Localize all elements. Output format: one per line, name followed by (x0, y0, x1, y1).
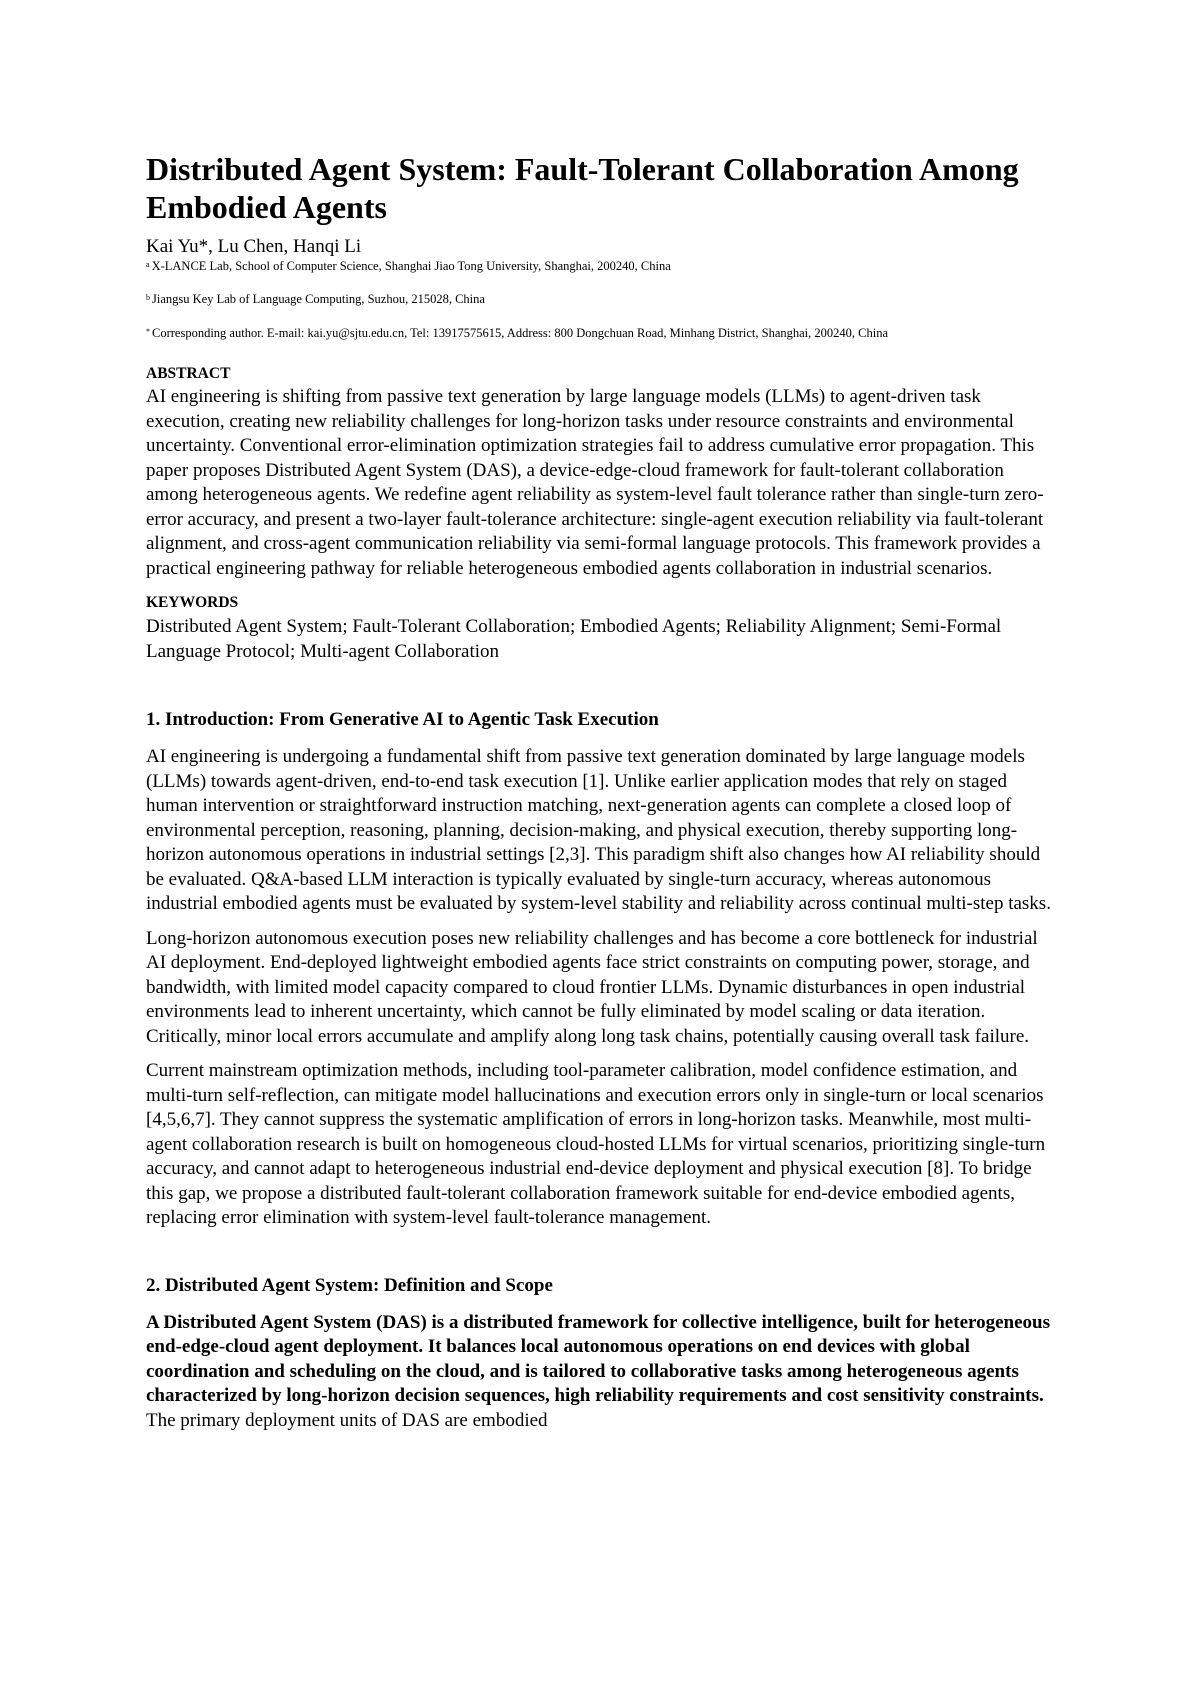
body-paragraph (146, 1311, 1056, 1434)
body-paragraph: Current mainstream optimization methods, including tool-parameter calibration, model confidence estimation, and multi-turn self-reflection, can mitigate model hallucinations and execution errors only in single-turn or local scenarios [4,5,6,7]. They cannot suppress the systematic amplification of errors in long-horizon tasks. Meanwhile, most multi-agent collaboration research is built on homogeneous cloud-hosted LLMs for virtual scenarios, prioritizing single-turn accuracy, and cannot adapt to heterogeneous industrial end-device deployment and physical execution [8]. To bridge this gap, we propose a distributed fault-tolerant collaboration framework suitable for end-device embodied agents, replacing error elimination with system-level fault-tolerance management. (146, 1060, 1046, 1228)
affiliation-b (146, 291, 1056, 307)
affiliation-mark: a (146, 260, 150, 269)
abstract-text: AI engineering is shifting from passive text generation by large language models (LLMs) to agent-driven task execution, creating new reliability challenges for long-horizon tasks under resource constraints and environmental uncertainty. Conventional error-elimination optimization strategies fail to address cumulative error propagation. This paper proposes Distributed Agent System (DAS), a device-edge-cloud framework for fault-tolerant collaboration among heterogeneous agents. We redefine agent reliability as system-level fault tolerance rather than single-turn zero-error accuracy, and present a two-layer fault-tolerance architecture: single-agent execution reliability via fault-tolerant alignment, and cross-agent communication reliability via semi-formal language protocols. This framework provides a practical engineering pathway for reliable heterogeneous embodied agents collaboration in industrial scenarios. (146, 386, 1044, 579)
definition-bold-text: A Distributed Agent System (DAS) is a distributed framework for collective intelligence, built for heterogeneous end-edge-cloud agent deployment. It balances local autonomous operations on end devices with global coordination and scheduling on the cloud, and is tailored to collaborative tasks among heterogeneous agents characterized by long-horizon decision sequences, high reliability requirements and cost sensitivity constraints. (146, 1311, 1050, 1406)
affiliation-text: X-LANCE Lab, School of Computer Science, Shanghai Jiao Tong University, Shanghai, 200240, China (151, 259, 671, 273)
definition-text: The primary deployment units of DAS are embodied (146, 1409, 548, 1431)
section-heading-definition: 2. Distributed Agent System: Definition and Scope (146, 1274, 553, 1296)
corresponding-author (146, 325, 1056, 341)
body-paragraph: AI engineering is undergoing a fundamental shift from passive text generation dominated by large language models (LLMs) towards agent-driven, end-to-end task execution [1]. Unlike earlier application modes that rely on staged human intervention or straightforward instruction matching, next-generation agents can complete a closed loop of environmental perception, reasoning, planning, decision-making, and physical execution, thereby supporting long-horizon autonomous operations in industrial settings [2,3]. This paradigm shift also changes how AI reliability should be evaluated. Q&A-based LLM interaction is typically evaluated by single-turn accuracy, whereas autonomous industrial embodied agents must be evaluated by system-level stability and reliability across continual multi-step tasks. (146, 746, 1051, 914)
author-list: Kai Yu*, Lu Chen, Hanqi Li (146, 236, 362, 257)
body-paragraph: Long-horizon autonomous execution poses new reliability challenges and has become a core bottleneck for industrial AI deployment. End-deployed lightweight embodied agents face strict constraints on computing power, storage, and bandwidth, with limited model capacity compared to cloud frontier LLMs. Dynamic disturbances in open industrial environments lead to inherent uncertainty, which cannot be fully eliminated by model scaling or data iteration. Critically, minor local errors accumulate and amplify along long task chains, potentially causing overall task failure. (146, 927, 1038, 1047)
affiliation-mark: * (146, 327, 150, 336)
affiliation-a (146, 258, 1056, 274)
paper-title: Distributed Agent System: Fault-Tolerant Collaboration Among Embodied Agents (146, 151, 1019, 225)
keywords-label: KEYWORDS (146, 594, 239, 611)
abstract-label: ABSTRACT (146, 365, 231, 382)
keywords-text: Distributed Agent System; Fault-Tolerant Collaboration; Embodied Agents; Reliability Alignment; Semi-Formal Language Protocol; Multi-agent Collaboration (146, 616, 1002, 662)
affiliation-mark: b (146, 293, 150, 302)
affiliation-text: Corresponding author. E-mail: kai.yu@sjtu.edu.cn, Tel: 13917575615, Address: 800 Dongchuan Road, Minhang District, Shanghai, 200240, China (152, 326, 889, 340)
section-heading-introduction: 1. Introduction: From Generative AI to Agentic Task Execution (146, 709, 659, 730)
affiliation-text: Jiangsu Key Lab of Language Computing, Suzhou, 215028, China (152, 292, 485, 306)
paper-page (146, 150, 1056, 1433)
